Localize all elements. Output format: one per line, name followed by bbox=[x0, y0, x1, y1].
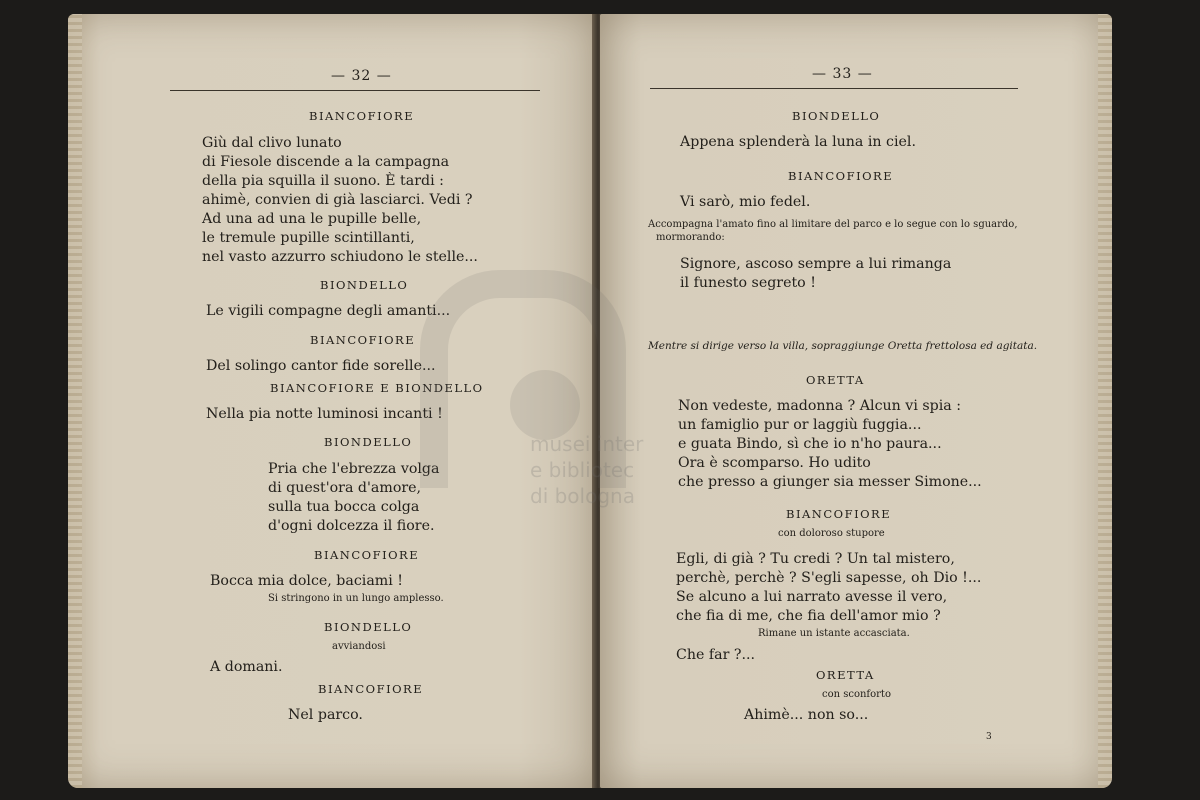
left-page-edge bbox=[68, 14, 82, 788]
verse-line: d'ogni dolcezza il fiore. bbox=[268, 518, 435, 534]
right-page bbox=[600, 14, 1112, 788]
speaker: BIANCOFIORE E BIONDELLO bbox=[270, 381, 484, 395]
verse-line: le tremule pupille scintillanti, bbox=[202, 230, 415, 246]
verse-line: sulla tua bocca colga bbox=[268, 499, 420, 515]
verse-line: Che far ?... bbox=[676, 647, 756, 663]
verse-line: Ad una ad una le pupille belle, bbox=[202, 211, 422, 227]
verse-line: Se alcuno a lui narrato avesse il vero, bbox=[676, 589, 948, 605]
header-rule-left bbox=[170, 90, 540, 91]
speaker: BIONDELLO bbox=[320, 278, 409, 292]
stage-direction: con sconforto bbox=[822, 689, 891, 700]
speaker: BIANCOFIORE bbox=[310, 333, 416, 347]
stage-direction: con doloroso stupore bbox=[778, 528, 885, 539]
verse-line: Ahimè... non so... bbox=[744, 707, 869, 723]
watermark-text: di bologna bbox=[530, 484, 635, 508]
verse-line: di Fiesole discende a la campagna bbox=[202, 154, 450, 170]
verse-line: Non vedeste, madonna ? Alcun vi spia : bbox=[678, 398, 962, 414]
verse-line: che presso a giunger sia messer Simone... bbox=[678, 474, 982, 490]
verse-line: nel vasto azzurro schiudono le stelle... bbox=[202, 249, 478, 265]
verse-line: Nella pia notte luminosi incanti ! bbox=[206, 406, 443, 422]
verse-line: Le vigili compagne degli amanti... bbox=[206, 303, 451, 319]
speaker: BIANCOFIORE bbox=[318, 682, 424, 696]
verse-line: di quest'ora d'amore, bbox=[268, 480, 422, 496]
speaker: ORETTA bbox=[816, 668, 875, 682]
verse-line: perchè, perchè ? S'egli sapesse, oh Dio !... bbox=[676, 570, 982, 586]
verse-line: della pia squilla il suono. È tardi : bbox=[202, 173, 444, 189]
verse-line: Pria che l'ebrezza volga bbox=[268, 461, 440, 477]
verse-line: il funesto segreto ! bbox=[680, 275, 816, 291]
watermark-text: musei inter bbox=[530, 432, 644, 456]
stage-direction: Accompagna l'amato fino al limitare del parco e lo segue con lo sguardo, bbox=[648, 219, 1018, 230]
speaker: BIONDELLO bbox=[324, 620, 413, 634]
verse-line: che fia di me, che fia dell'amor mio ? bbox=[676, 608, 941, 624]
verse-line: Del solingo cantor fide sorelle... bbox=[206, 358, 436, 374]
page-number-right: — 33 — bbox=[812, 66, 873, 82]
verse-line: Bocca mia dolce, baciami ! bbox=[210, 573, 403, 589]
verse-line: Giù dal clivo lunato bbox=[202, 135, 342, 151]
speaker: BIONDELLO bbox=[792, 109, 881, 123]
verse-line: Appena splenderà la luna in ciel. bbox=[680, 134, 916, 150]
stage-direction: avviandosi bbox=[332, 641, 386, 652]
verse-line: un famiglio pur or laggiù fuggia... bbox=[678, 417, 922, 433]
speaker: BIONDELLO bbox=[324, 435, 413, 449]
speaker: BIANCOFIORE bbox=[788, 169, 894, 183]
speaker: BIANCOFIORE bbox=[786, 507, 892, 521]
stage-direction: mormorando: bbox=[656, 232, 725, 243]
verse-line: e guata Bindo, sì che io n'ho paura... bbox=[678, 436, 942, 452]
header-rule-right bbox=[650, 88, 1018, 89]
right-page-edge bbox=[1098, 14, 1112, 788]
verse-line: Vi sarò, mio fedel. bbox=[680, 194, 811, 210]
page-number-left: — 32 — bbox=[331, 68, 392, 84]
verse-line: ahimè, convien di già lasciarci. Vedi ? bbox=[202, 192, 473, 208]
verse-line: Egli, di già ? Tu credi ? Un tal mistero, bbox=[676, 551, 955, 567]
verse-line: Nel parco. bbox=[288, 707, 363, 723]
stage-direction: Mentre si dirige verso la villa, sopraggiunge Oretta frettolosa ed agitata. bbox=[648, 340, 1038, 352]
verse-line: A domani. bbox=[210, 659, 283, 675]
verse-line: Ora è scomparso. Ho udito bbox=[678, 455, 871, 471]
speaker: BIANCOFIORE bbox=[314, 548, 420, 562]
stage-direction: Rimane un istante accasciata. bbox=[758, 628, 910, 639]
stage-direction: Si stringono in un lungo amplesso. bbox=[268, 593, 444, 604]
signature-mark: 3 bbox=[986, 732, 992, 742]
verse-line: Signore, ascoso sempre a lui rimanga bbox=[680, 256, 952, 272]
speaker: ORETTA bbox=[806, 373, 865, 387]
speaker: BIANCOFIORE bbox=[309, 109, 415, 123]
watermark-text: e bibliotec bbox=[530, 458, 635, 482]
